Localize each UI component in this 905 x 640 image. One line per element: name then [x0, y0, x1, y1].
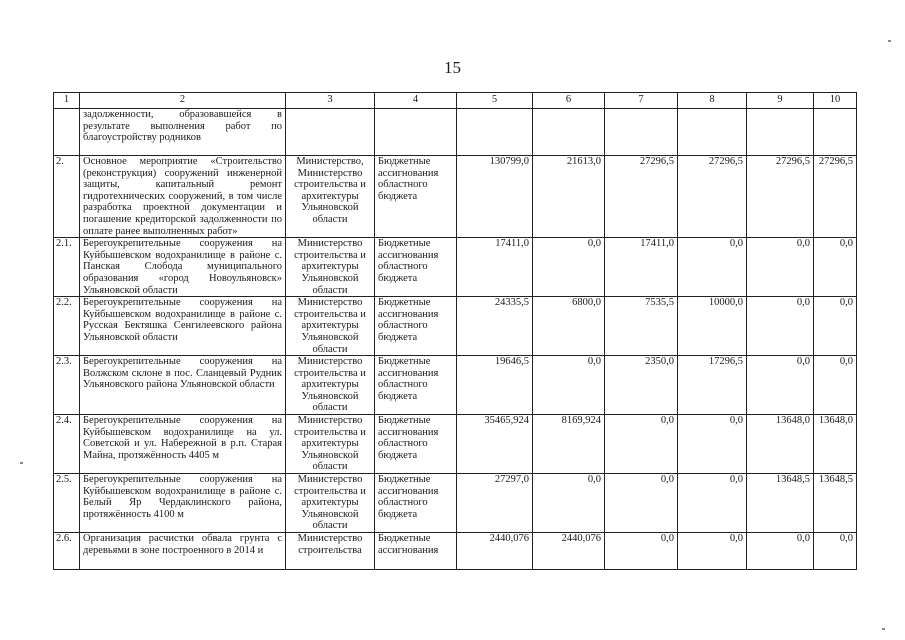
budget-table	[53, 92, 857, 570]
page-number: 15	[444, 58, 461, 77]
column-header: 1	[54, 93, 80, 109]
row-source: Бюджетные ассигнования областного бюджета	[375, 297, 457, 356]
row-value-10	[814, 109, 857, 156]
table-row	[54, 415, 857, 474]
row-executor: Министерство строительства	[286, 533, 375, 570]
scan-speck	[20, 462, 23, 464]
row-value-9: 0,0	[747, 356, 814, 415]
row-index: 2.3.	[54, 356, 80, 415]
table-row	[54, 474, 857, 533]
row-value-10: 13648,5	[814, 474, 857, 533]
row-name: Берегоукрепительные сооружения на Куйбышевском водохранилище на ул. Советской и ул. Набережной в р.п. Старая Майна, протяжённость 4405 м	[80, 415, 286, 474]
row-name: Организация расчистки обвала грунта с деревьями в зоне построенного в 2014 и	[80, 533, 286, 570]
column-header: 8	[678, 93, 747, 109]
row-value-10: 0,0	[814, 533, 857, 570]
row-executor: Министерство строительства и архитектуры Ульяновской области	[286, 356, 375, 415]
row-executor: Министерство строительства и архитектуры Ульяновской области	[286, 297, 375, 356]
table-row	[54, 533, 857, 570]
row-name: Основное мероприятие «Строительство (реконструкция) сооружений инженерной защиты, капитальный ремонт гидротехнических сооружений, в том числе разработка проектной документации и погашение кредиторской задолженности по оплате ранее выполненных работ»	[80, 156, 286, 238]
column-header: 5	[457, 93, 533, 109]
row-value-5: 19646,5	[457, 356, 533, 415]
row-value-9: 13648,0	[747, 415, 814, 474]
row-value-9	[747, 109, 814, 156]
scan-speck	[882, 628, 885, 630]
row-value-9: 0,0	[747, 238, 814, 297]
row-value-5: 35465,924	[457, 415, 533, 474]
row-name: Берегоукрепительные сооружения на Куйбышевском водохранилище в районе с. Панская Слобода муниципального образования «город Новоульяновск» Ульяновской области	[80, 238, 286, 297]
row-value-8: 0,0	[678, 415, 747, 474]
column-header: 4	[375, 93, 457, 109]
row-value-8: 0,0	[678, 238, 747, 297]
row-value-8: 10000,0	[678, 297, 747, 356]
column-header: 3	[286, 93, 375, 109]
row-value-6: 2440,076	[533, 533, 605, 570]
table-row	[54, 238, 857, 297]
row-value-5: 27297,0	[457, 474, 533, 533]
row-value-7: 0,0	[605, 474, 678, 533]
row-source: Бюджетные ассигнования	[375, 533, 457, 570]
row-value-8: 27296,5	[678, 156, 747, 238]
row-index: 2.	[54, 156, 80, 238]
column-header: 2	[80, 93, 286, 109]
row-source: Бюджетные ассигнования областного бюджета	[375, 156, 457, 238]
row-value-9: 0,0	[747, 297, 814, 356]
row-value-6: 0,0	[533, 356, 605, 415]
row-value-9: 0,0	[747, 533, 814, 570]
row-executor: Министерство, Министерство строительства и архитектуры Ульяновской области	[286, 156, 375, 238]
row-value-7: 27296,5	[605, 156, 678, 238]
row-value-10: 27296,5	[814, 156, 857, 238]
row-executor	[286, 109, 375, 156]
row-index	[54, 109, 80, 156]
row-value-6: 8169,924	[533, 415, 605, 474]
row-source: Бюджетные ассигнования областного бюджета	[375, 356, 457, 415]
row-value-9: 27296,5	[747, 156, 814, 238]
row-executor: Министерство строительства и архитектуры Ульяновской области	[286, 238, 375, 297]
row-value-6: 0,0	[533, 474, 605, 533]
row-value-5: 2440,076	[457, 533, 533, 570]
row-value-6: 6800,0	[533, 297, 605, 356]
row-source	[375, 109, 457, 156]
row-value-7: 7535,5	[605, 297, 678, 356]
row-name: Берегоукрепительные сооружения на Куйбышевском водохранилище в районе с. Белый Яр Чердаклинского района, протяжённость 4100 м	[80, 474, 286, 533]
column-header: 6	[533, 93, 605, 109]
row-value-7: 0,0	[605, 415, 678, 474]
column-header: 9	[747, 93, 814, 109]
table-row	[54, 297, 857, 356]
row-name: Берегоукрепительные сооружения на Волжском склоне в пос. Сланцевый Рудник Ульяновского района Ульяновской области	[80, 356, 286, 415]
row-value-8: 0,0	[678, 474, 747, 533]
row-value-8: 17296,5	[678, 356, 747, 415]
row-value-8: 0,0	[678, 533, 747, 570]
row-value-5	[457, 109, 533, 156]
table-row	[54, 356, 857, 415]
row-value-7	[605, 109, 678, 156]
row-value-6: 0,0	[533, 238, 605, 297]
column-header: 7	[605, 93, 678, 109]
row-name: задолженности, образовавшейся в результате выполнения работ по благоустройству родников	[80, 109, 286, 156]
row-index: 2.6.	[54, 533, 80, 570]
row-value-7: 0,0	[605, 533, 678, 570]
row-value-6	[533, 109, 605, 156]
table-row	[54, 109, 857, 156]
row-index: 2.4.	[54, 415, 80, 474]
table-row	[54, 156, 857, 238]
row-value-10: 13648,0	[814, 415, 857, 474]
row-value-5: 130799,0	[457, 156, 533, 238]
row-value-10: 0,0	[814, 297, 857, 356]
row-value-7: 17411,0	[605, 238, 678, 297]
row-value-10: 0,0	[814, 238, 857, 297]
row-source: Бюджетные ассигнования областного бюджета	[375, 415, 457, 474]
row-value-5: 17411,0	[457, 238, 533, 297]
row-value-7: 2350,0	[605, 356, 678, 415]
row-value-8	[678, 109, 747, 156]
row-index: 2.1.	[54, 238, 80, 297]
scan-speck	[888, 40, 891, 42]
column-header: 10	[814, 93, 857, 109]
header-row	[54, 93, 857, 109]
row-value-9: 13648,5	[747, 474, 814, 533]
row-source: Бюджетные ассигнования областного бюджета	[375, 474, 457, 533]
row-source: Бюджетные ассигнования областного бюджета	[375, 238, 457, 297]
row-executor: Министерство строительства и архитектуры Ульяновской области	[286, 415, 375, 474]
row-value-6: 21613,0	[533, 156, 605, 238]
row-value-10: 0,0	[814, 356, 857, 415]
row-value-5: 24335,5	[457, 297, 533, 356]
row-index: 2.2.	[54, 297, 80, 356]
row-index: 2.5.	[54, 474, 80, 533]
row-executor: Министерство строительства и архитектуры Ульяновской области	[286, 474, 375, 533]
row-name: Берегоукрепительные сооружения на Куйбышевском водохранилище в районе с. Русская Бектяшка Сенгилеевского района Ульяновской области	[80, 297, 286, 356]
